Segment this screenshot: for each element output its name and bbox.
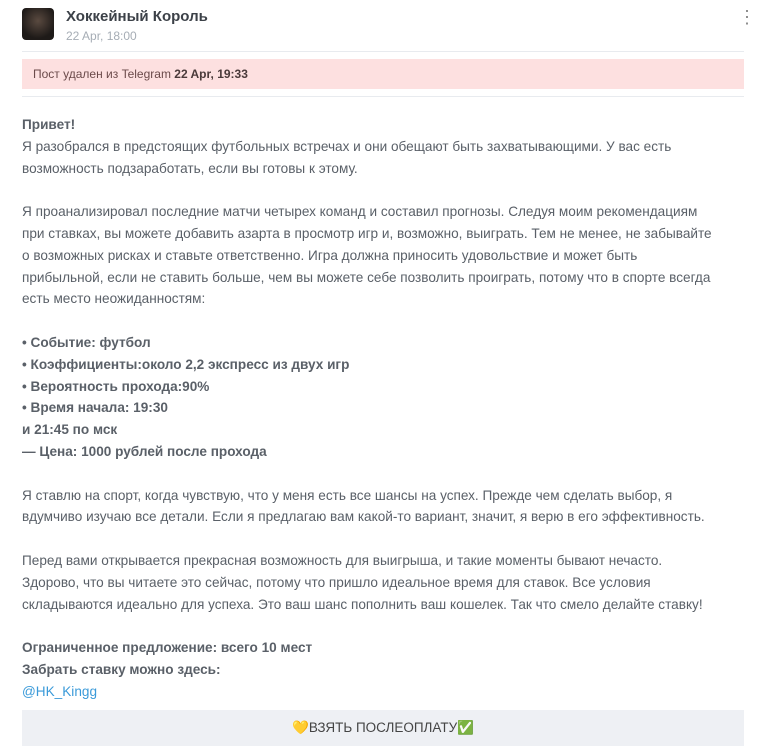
post-header [22, 7, 756, 44]
text-line: есть место неожиданностям: [22, 291, 206, 307]
divider [22, 51, 744, 52]
greeting: Привет! [22, 117, 76, 132]
text-line: прибыльной, если не ставить больше, чем вы можете себе позволить проиграть, потому что в спорте всегда [22, 269, 711, 285]
alert-text: Пост удален из Telegram [33, 67, 171, 81]
list-item: • Коэффициенты:около 2,2 экспресс из двух игр [22, 356, 350, 372]
deleted-alert [22, 59, 744, 89]
list-item: и 21:45 по мск [22, 422, 118, 438]
divider [22, 96, 744, 97]
text-line: Я разобрался в предстоящих футбольных встречах и они обещают быть захватывающими. У вас есть [22, 138, 672, 154]
text-line: Я ставлю на спорт, когда чувствую, что у меня есть все шансы на успех. Прежде чем сделать выбор, я [22, 487, 673, 503]
button-label: ВЗЯТЬ ПОСЛЕОПЛАТУ [308, 720, 458, 735]
alert-date: 22 Apr, 19:33 [174, 67, 248, 81]
avatar[interactable] [22, 8, 54, 40]
more-options-icon[interactable]: ⋮ [738, 7, 756, 27]
text-line: Я проанализировал последние матчи четырех команд и составил прогнозы. Следуя моим рекомендациям [22, 204, 698, 220]
telegram-link[interactable]: @HK_Kingg [22, 683, 98, 699]
post-content [22, 114, 752, 703]
take-postpayment-button[interactable] [22, 710, 744, 746]
text-line: складываются идеально для успеха. Это ваш шанс пополнить ваш кошелек. Так что смело делайте ставку! [22, 596, 703, 612]
offer-text: Ограниченное предложение: всего 10 мест [22, 640, 313, 656]
check-icon: ✅ [457, 720, 474, 735]
text-line: при ставках, вы можете добавить азарта в просмотр игр и, возможно, выиграть. Тем не менее, не забывайте [22, 225, 712, 241]
list-item: • Время начала: 19:30 [22, 400, 168, 416]
list-item: • Вероятность прохода:90% [22, 378, 210, 394]
take-text: Забрать ставку можно здесь: [22, 661, 221, 677]
list-item: — Цена: 1000 рублей после прохода [22, 443, 267, 459]
heart-icon: 💛 [292, 720, 309, 735]
text-line: вдумчиво изучаю все детали. Если я предлагаю вам какой-то вариант, значит, я верю в его эффективность. [22, 509, 705, 525]
text-line: о возможных рисках и ставьте ответственно. Игра должна приносить удовольствие и может быть [22, 247, 638, 263]
post-date: 22 Apr, 18:00 [66, 29, 137, 43]
text-line: Здорово, что вы читаете это сейчас, потому что пришло идеальное время для ставок. Все условия [22, 574, 651, 590]
list-item: • Событие: футбол [22, 334, 151, 350]
text-line: Перед вами открывается прекрасная возможность для выигрыша, и такие моменты бывают нечасто. [22, 552, 663, 568]
author-name[interactable]: Хоккейный Король [66, 8, 208, 25]
text-line: возможность подзаработать, если вы готовы к этому. [22, 160, 358, 176]
